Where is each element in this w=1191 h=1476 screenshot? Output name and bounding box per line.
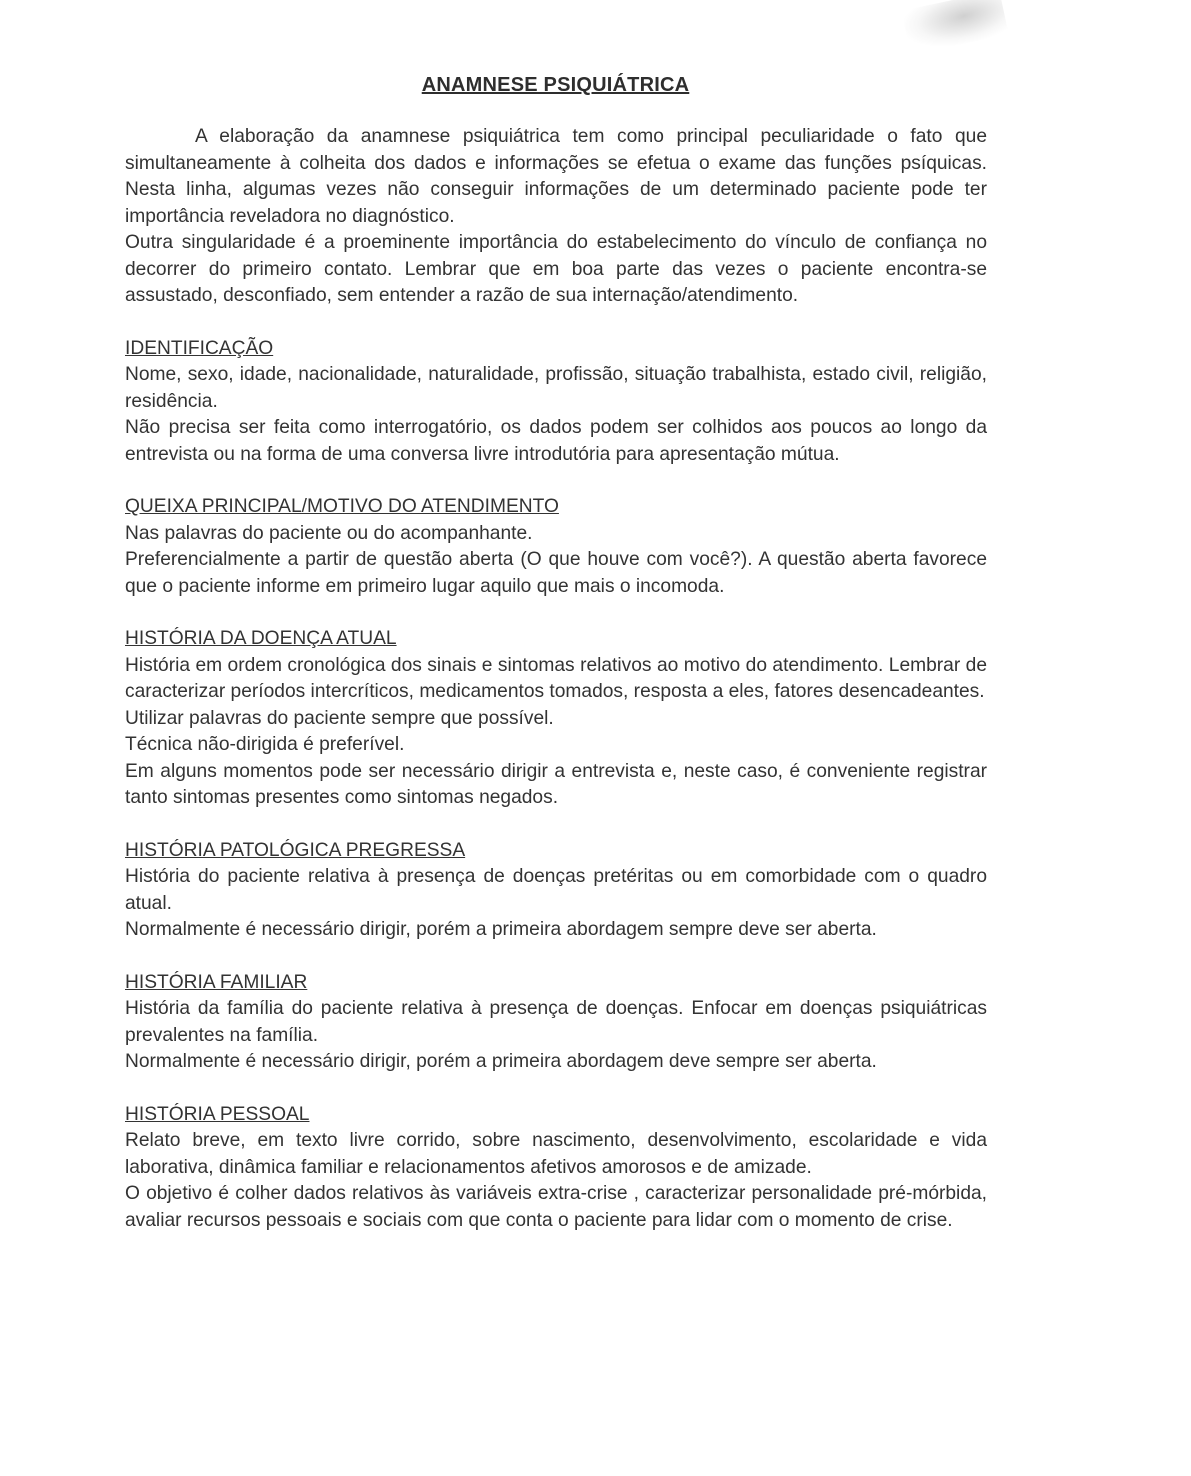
document-title: ANAMNESE PSIQUIÁTRICA <box>421 74 690 96</box>
section-heading: HISTÓRIA DA DOENÇA ATUAL <box>125 628 397 649</box>
section-historia-doenca-atual <box>125 626 987 812</box>
section-heading: HISTÓRIA FAMILIAR <box>125 971 308 993</box>
section-paragraph: Relato breve, em texto livre corrido, sobre nascimento, desenvolvimento, escolaridade e vida laborativa, dinâmica familiar e relacionamentos afetivos amorosos e de amizade. <box>125 1130 987 1178</box>
section-paragraph: História em ordem cronológica dos sinais e sintomas relativos ao motivo do atendimento. Lembrar de caracterizar períodos intercríticos, medicamentos tomados, resposta a eles, fatores desencadeantes. <box>125 654 987 702</box>
section-heading: HISTÓRIA PESSOAL <box>125 1103 310 1125</box>
section-queixa-principal <box>125 494 987 600</box>
intro-section <box>125 124 987 310</box>
section-paragraph: Utilizar palavras do paciente sempre que possível. <box>125 707 554 729</box>
section-paragraph: Preferencialmente a partir de questão aberta (O que houve com você?). A questão aberta favorece que o paciente informe em primeiro lugar aquilo que mais o incomoda. <box>125 549 987 597</box>
section-paragraph: O objetivo é colher dados relativos às variáveis extra-crise , caracterizar personalidade pré-mórbida, avaliar recursos pessoais e sociais com que conta o paciente para lidar com o momento de crise. <box>125 1183 987 1231</box>
section-paragraph: Normalmente é necessário dirigir, porém a primeira abordagem sempre deve ser aberta. <box>125 919 877 940</box>
document-body <box>125 124 987 1234</box>
section-historia-familiar <box>125 970 987 1076</box>
section-paragraph: Normalmente é necessário dirigir, porém a primeira abordagem deve sempre ser aberta. <box>125 1051 877 1072</box>
section-paragraph: Técnica não-dirigida é preferível. <box>125 734 405 755</box>
section-paragraph: Não precisa ser feita como interrogatório, os dados podem ser colhidos aos poucos ao longo da entrevista ou na forma de uma conversa livre introdutória para apresentação mútua. <box>125 417 987 465</box>
section-paragraph: Nas palavras do paciente ou do acompanhante. <box>125 522 533 544</box>
section-historia-pessoal <box>125 1102 987 1235</box>
section-heading: HISTÓRIA PATOLÓGICA PREGRESSA <box>125 839 466 861</box>
section-paragraph: História do paciente relativa à presença de doenças pretéritas ou em comorbidade com o quadro atual. <box>125 866 987 914</box>
section-paragraph: História da família do paciente relativa à presença de doenças. Enfocar em doenças psiquiátricas prevalentes na família. <box>125 998 987 1046</box>
section-paragraph: Nome, sexo, idade, nacionalidade, naturalidade, profissão, situação trabalhista, estado civil, religião, residência. <box>125 364 987 412</box>
intro-paragraph: A elaboração da anamnese psiquiátrica tem como principal peculiaridade o fato que simultaneamente à colheita dos dados e informações se efetua o exame das funções psíquicas. Nesta linha, algumas vezes não conseguir informações de um determinado paciente pode ter importância reveladora no diagnóstico. <box>125 126 987 227</box>
scan-smudge <box>901 0 1008 55</box>
section-identificacao <box>125 336 987 469</box>
section-heading: IDENTIFICAÇÃO <box>125 337 274 359</box>
section-heading: QUEIXA PRINCIPAL/MOTIVO DO ATENDIMENTO <box>125 496 559 517</box>
section-paragraph: Em alguns momentos pode ser necessário dirigir a entrevista e, neste caso, é conveniente registrar tanto sintomas presentes como sintomas negados. <box>125 760 987 808</box>
intro-paragraph: Outra singularidade é a proeminente importância do estabelecimento do vínculo de confiança no decorrer do primeiro contato. Lembrar que em boa parte das vezes o paciente encontra-se assustado, desconfiado, sem entender a razão de sua internação/atendimento. <box>125 232 987 306</box>
section-historia-patologica <box>125 838 987 944</box>
